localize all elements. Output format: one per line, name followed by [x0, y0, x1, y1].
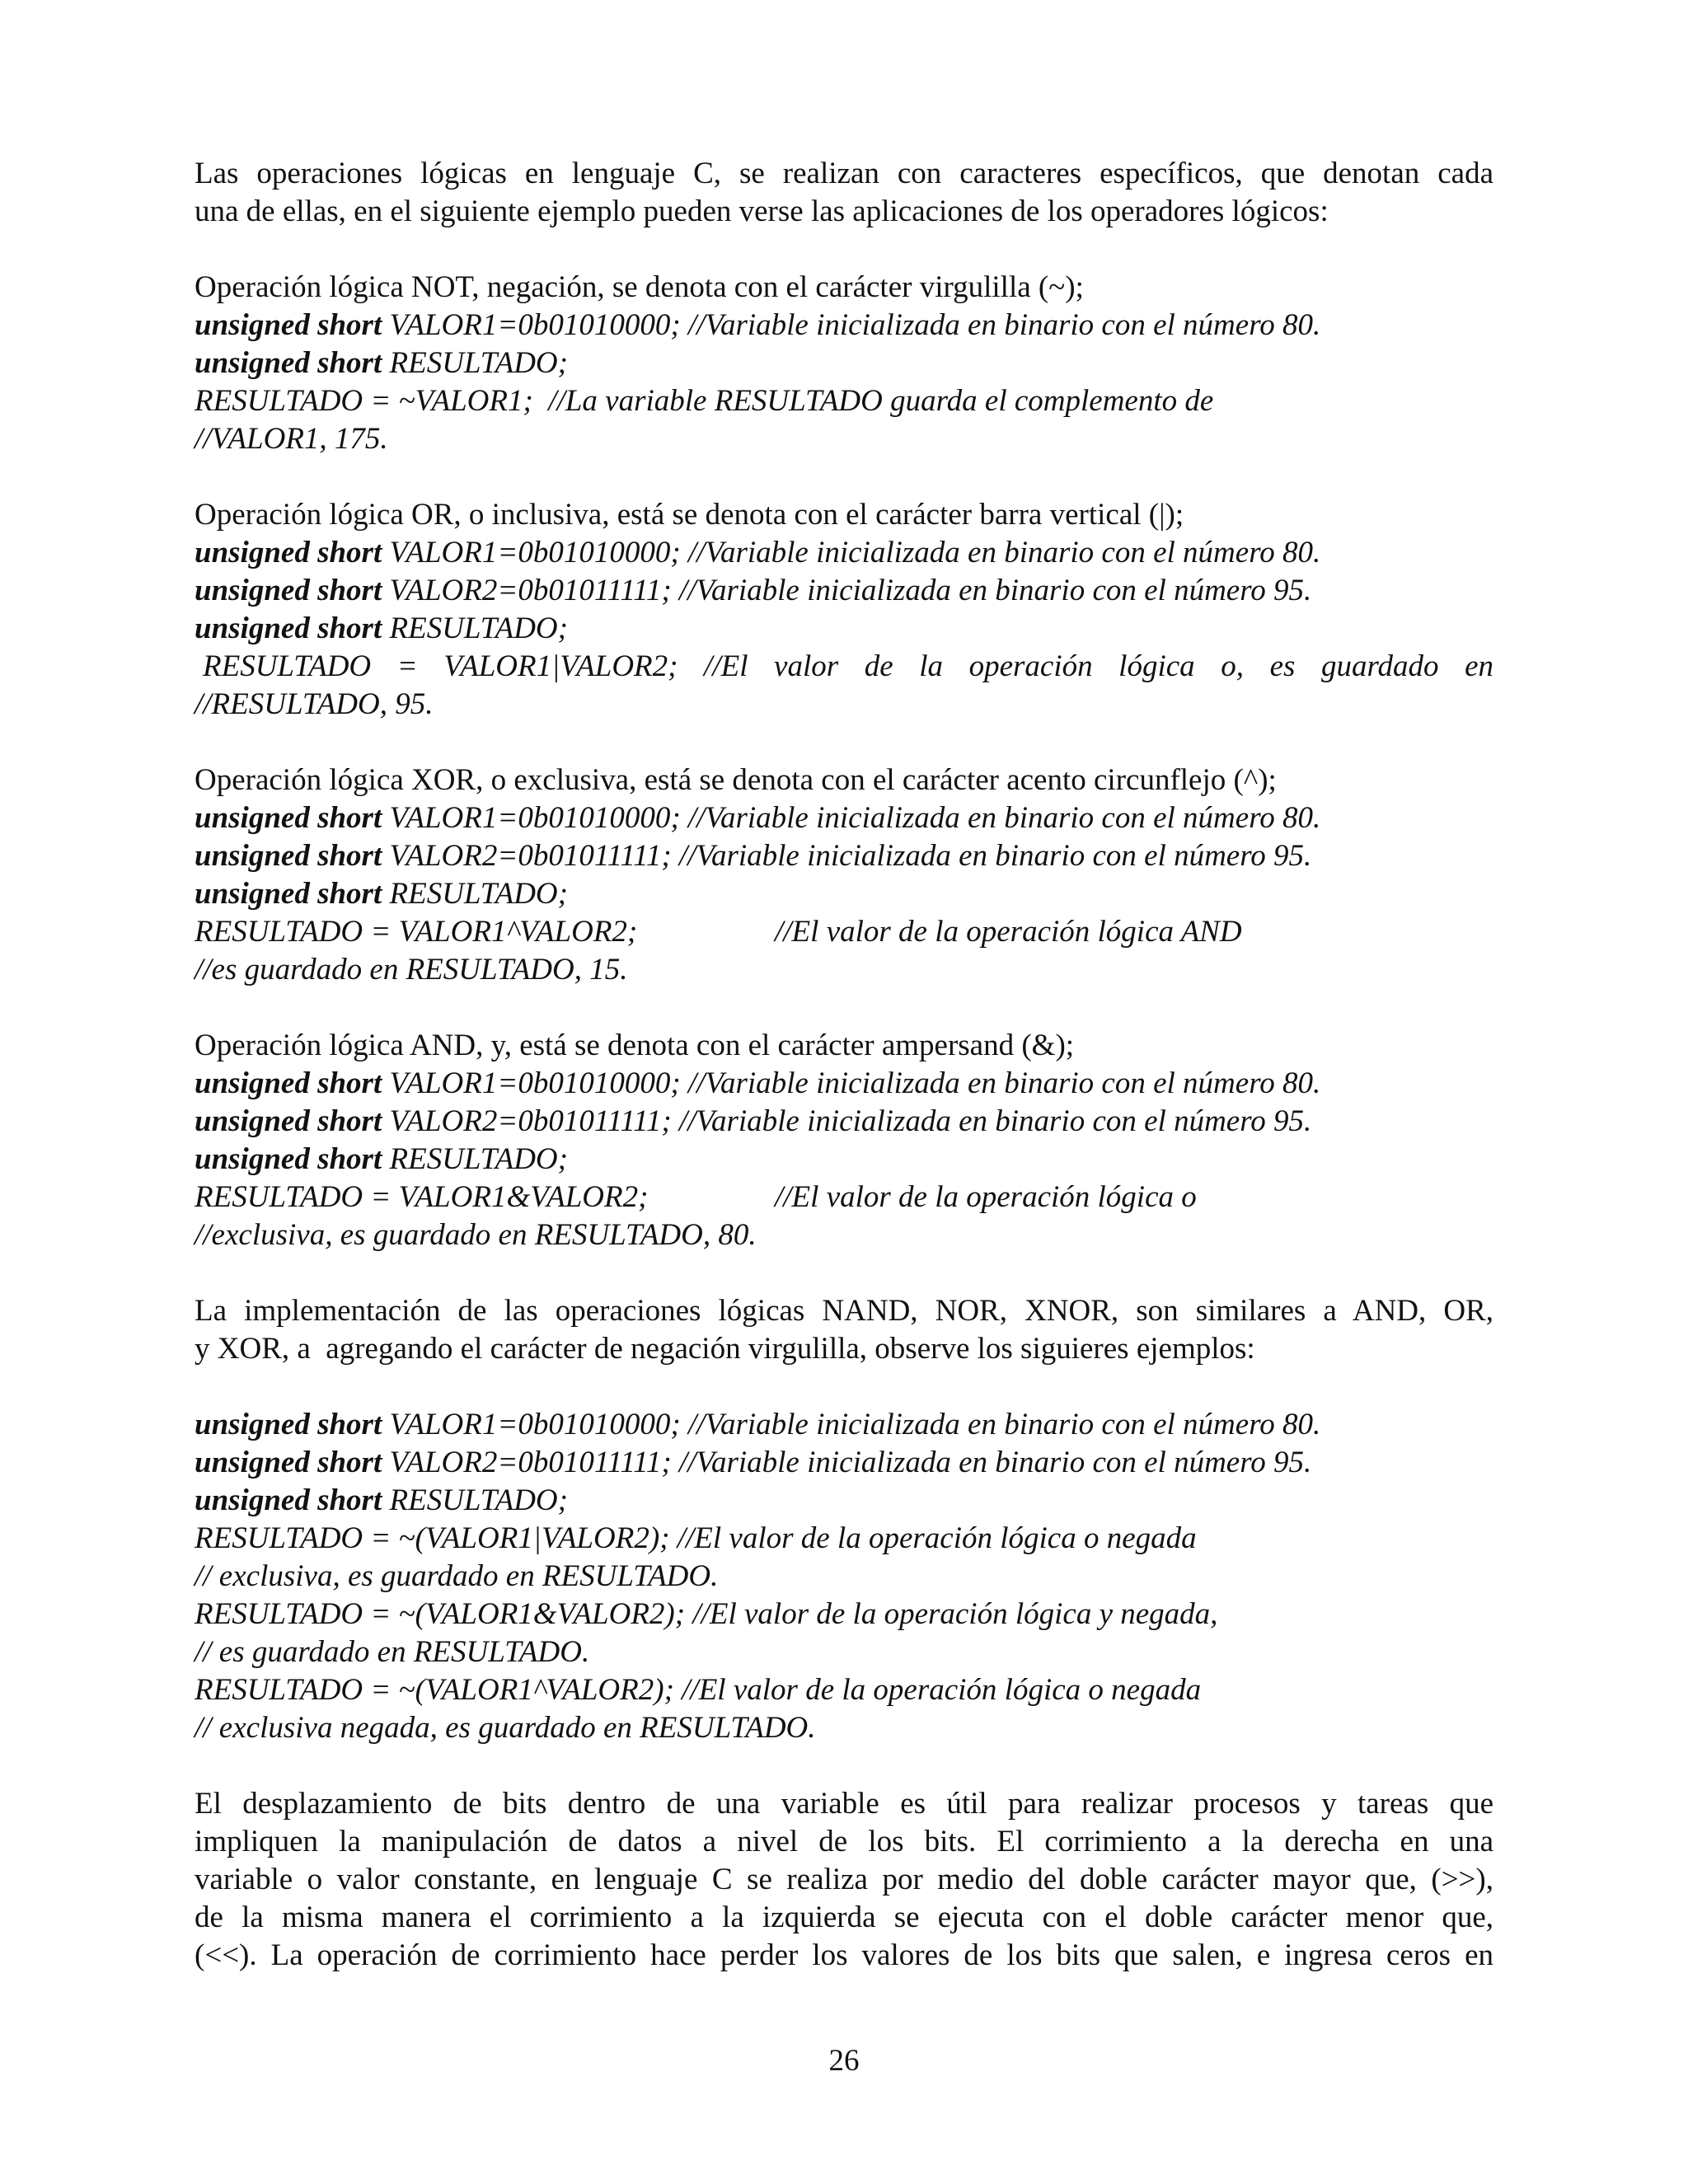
and-code-line-5: //exclusiva, es guardado en RESULTADO, 80.	[195, 1218, 757, 1252]
or-heading: Operación lógica OR, o inclusiva, está se denota con el carácter barra vertical (|);	[195, 498, 1184, 532]
not-code-line-2	[195, 344, 1493, 382]
keyword: unsigned short	[195, 1446, 382, 1479]
spacer	[195, 1747, 1493, 1785]
spacer	[195, 458, 1493, 496]
code-text: RESULTADO;	[382, 346, 568, 380]
intro-line-2: una de ellas, en el siguiente ejemplo pueden verse las aplicaciones de los operadores lógicos:	[195, 194, 1329, 228]
shift-line-1: El desplazamiento de bits dentro de una variable es útil para realizar procesos y tareas que	[195, 1787, 1493, 1821]
code-text: VALOR1=0b01010000; //Variable inicializada en binario con el número 80.	[382, 1408, 1321, 1441]
code-text: RESULTADO;	[382, 1142, 568, 1176]
xor-code-line-1	[195, 799, 1493, 837]
page-number: 26	[828, 2044, 860, 2078]
or-code-line-3	[195, 610, 1493, 648]
code-text: RESULTADO;	[382, 612, 568, 645]
negated-intro-line-1: La implementación de las operaciones lógicas NAND, NOR, XNOR, son similares a AND, OR,	[195, 1294, 1493, 1328]
xor-section	[195, 762, 1493, 989]
negated-code-line-6: RESULTADO = ~(VALOR1&VALOR2); //El valor de la operación lógica y negada,	[195, 1597, 1218, 1631]
code-text: VALOR1=0b01010000; //Variable inicializada en binario con el número 80.	[382, 1066, 1321, 1100]
keyword: unsigned short	[195, 1483, 382, 1517]
keyword: unsigned short	[195, 612, 382, 645]
or-code-line-5: //RESULTADO, 95.	[195, 687, 434, 721]
shift-line-3: variable o valor constante, en lenguaje C se realiza por medio del doble carácter mayor que, (>>),	[195, 1863, 1493, 1896]
negated-code-line-2	[195, 1444, 1493, 1482]
keyword: unsigned short	[195, 801, 382, 835]
not-code-line-4: //VALOR1, 175.	[195, 422, 388, 456]
code-text: VALOR2=0b01011111; //Variable inicializada en binario con el número 95.	[382, 1446, 1312, 1479]
spacer	[195, 724, 1493, 762]
code-text: VALOR1=0b01010000; //Variable inicializada en binario con el número 80.	[382, 536, 1321, 569]
keyword: unsigned short	[195, 1408, 382, 1441]
or-code-line-1	[195, 534, 1493, 572]
shift-paragraph	[195, 1785, 1493, 1975]
or-section	[195, 496, 1493, 724]
not-section	[195, 269, 1493, 458]
keyword: unsigned short	[195, 308, 382, 342]
keyword: unsigned short	[195, 839, 382, 873]
negated-code-line-7: // es guardado en RESULTADO.	[195, 1635, 590, 1669]
spacer	[195, 989, 1493, 1027]
code-comment: //El valor de la operación lógica o	[775, 1180, 1197, 1214]
code-comment: //El valor de la operación lógica AND	[775, 915, 1242, 949]
keyword: unsigned short	[195, 1142, 382, 1176]
xor-code-line-4	[195, 913, 1493, 951]
and-code-line-2	[195, 1103, 1493, 1141]
negated-code-line-4: RESULTADO = ~(VALOR1|VALOR2); //El valor de la operación lógica o negada	[195, 1521, 1197, 1555]
keyword: unsigned short	[195, 877, 382, 911]
and-code-line-3	[195, 1141, 1493, 1179]
negated-code-line-3	[195, 1482, 1493, 1520]
intro-line-1: Las operaciones lógicas en lenguaje C, se realizan con caracteres específicos, que denotan cada	[195, 157, 1493, 190]
not-heading: Operación lógica NOT, negación, se denota con el carácter virgulilla (~);	[195, 270, 1084, 304]
keyword: unsigned short	[195, 1104, 382, 1138]
code-text: RESULTADO;	[382, 877, 568, 911]
code-text: RESULTADO = VALOR1^VALOR2;	[195, 915, 638, 949]
negated-intro-paragraph	[195, 1292, 1493, 1368]
xor-heading: Operación lógica XOR, o exclusiva, está se denota con el carácter acento circunflejo (^);	[195, 763, 1277, 797]
code-text: RESULTADO = VALOR1&VALOR2;	[195, 1180, 649, 1214]
keyword: unsigned short	[195, 346, 382, 380]
and-heading: Operación lógica AND, y, está se denota con el carácter ampersand (&);	[195, 1029, 1075, 1062]
negated-code-line-8: RESULTADO = ~(VALOR1^VALOR2); //El valor de la operación lógica o negada	[195, 1673, 1202, 1707]
keyword: unsigned short	[195, 574, 382, 607]
keyword: unsigned short	[195, 1066, 382, 1100]
negated-section	[195, 1406, 1493, 1747]
shift-line-5: (<<). La operación de corrimiento hace perder los valores de los bits que salen, e ingresa ceros en	[195, 1938, 1493, 1972]
spacer	[195, 1368, 1493, 1406]
and-section	[195, 1027, 1493, 1254]
or-code-line-2	[195, 572, 1493, 610]
or-code-line-4: RESULTADO = VALOR1|VALOR2; //El valor de la operación lógica o, es guardado en	[203, 649, 1493, 683]
negated-code-line-9: // exclusiva negada, es guardado en RESULTADO.	[195, 1711, 816, 1745]
code-text: VALOR1=0b01010000; //Variable inicializada en binario con el número 80.	[382, 308, 1321, 342]
negated-code-line-5: // exclusiva, es guardado en RESULTADO.	[195, 1559, 719, 1593]
code-text: VALOR2=0b01011111; //Variable inicializada en binario con el número 95.	[382, 839, 1312, 873]
not-code-line-3: RESULTADO = ~VALOR1; //La variable RESULTADO guarda el complemento de	[195, 384, 1214, 418]
page-content	[195, 155, 1493, 1975]
code-text: VALOR2=0b01011111; //Variable inicializada en binario con el número 95.	[382, 1104, 1312, 1138]
shift-line-2: impliquen la manipulación de datos a nivel de los bits. El corrimiento a la derecha en una	[195, 1825, 1493, 1858]
intro-paragraph	[195, 155, 1493, 231]
negated-code-line-1	[195, 1406, 1493, 1444]
code-text: VALOR2=0b01011111; //Variable inicializada en binario con el número 95.	[382, 574, 1312, 607]
code-text: VALOR1=0b01010000; //Variable inicializada en binario con el número 80.	[382, 801, 1321, 835]
not-code-line-1	[195, 307, 1493, 344]
xor-code-line-2	[195, 837, 1493, 875]
and-code-line-4	[195, 1179, 1493, 1216]
negated-intro-line-2: y XOR, a agregando el carácter de negación virgulilla, observe los siguieres ejemplos:	[195, 1332, 1255, 1366]
keyword: unsigned short	[195, 536, 382, 569]
code-text: RESULTADO;	[382, 1483, 568, 1517]
spacer	[195, 231, 1493, 269]
shift-line-4: de la misma manera el corrimiento a la izquierda se ejecuta con el doble carácter menor que,	[195, 1900, 1493, 1934]
xor-code-line-5: //es guardado en RESULTADO, 15.	[195, 953, 628, 987]
xor-code-line-3	[195, 875, 1493, 913]
and-code-line-1	[195, 1065, 1493, 1103]
spacer	[195, 1254, 1493, 1292]
